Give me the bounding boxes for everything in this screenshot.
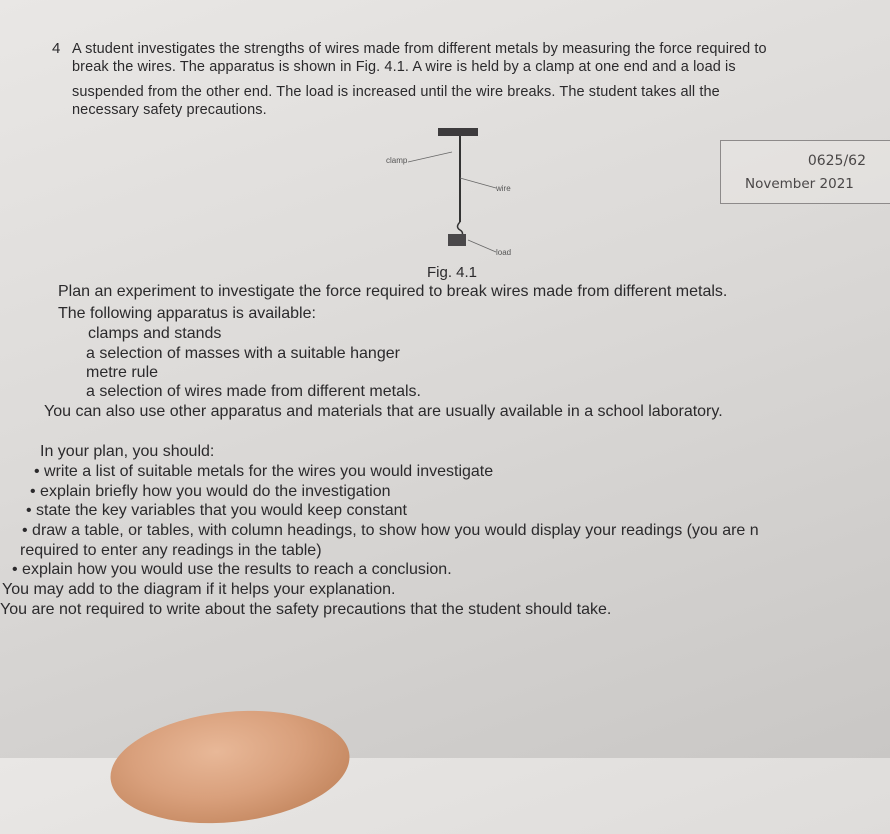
load-pointer [468, 240, 496, 252]
other-apparatus-note: You can also use other apparatus and materials that are usually available in a school laboratory. [44, 403, 723, 420]
apparatus-item: a selection of masses with a suitable hanger [86, 345, 400, 362]
plan-item-continuation: required to enter any readings in the table) [20, 542, 322, 559]
thumb-photo [105, 700, 355, 834]
plan-item: • draw a table, or tables, with column headings, to show how you would display your readings (you are n [22, 522, 759, 540]
wire-label: wire [496, 184, 511, 193]
paper-code: 0625/62 [807, 153, 866, 169]
wire-pointer [460, 178, 496, 188]
paper-code-stamp [720, 140, 890, 204]
plan-item: • explain how you would use the results to reach a conclusion. [12, 561, 452, 579]
task-statement: Plan an experiment to investigate the force required to break wires made from different metals. [58, 283, 728, 300]
figure-caption: Fig. 4.1 [427, 264, 478, 281]
clamp-block [438, 128, 478, 136]
load-label: load [496, 248, 512, 257]
plan-item: • state the key variables that you would keep constant [26, 502, 407, 520]
apparatus-heading: The following apparatus is available: [58, 305, 316, 322]
load-mass [448, 234, 466, 246]
intro-line: suspended from the other end. The load is increased until the wire breaks. The student takes all the [72, 84, 720, 100]
paper-date: November 2021 [745, 176, 854, 192]
intro-line: break the wires. The apparatus is shown in Fig. 4.1. A wire is held by a clamp at one end and a load is [72, 59, 736, 75]
apparatus-diagram [378, 122, 528, 262]
apparatus-item: a selection of wires made from different metals. [86, 383, 421, 400]
apparatus-item: clamps and stands [88, 325, 222, 342]
question-number: 4 [52, 40, 61, 57]
clamp-pointer [408, 152, 452, 162]
closing-line: You are not required to write about the safety precautions that the student should take. [0, 601, 612, 618]
plan-item: • explain briefly how you would do the investigation [30, 483, 390, 501]
closing-line: You may add to the diagram if it helps your explanation. [2, 581, 396, 598]
plan-heading: In your plan, you should: [40, 443, 215, 460]
plan-item: • write a list of suitable metals for the wires you would investigate [34, 463, 493, 481]
intro-line: A student investigates the strengths of wires made from different metals by measuring the force required to [72, 41, 767, 57]
apparatus-item: metre rule [86, 364, 159, 381]
intro-line: necessary safety precautions. [72, 102, 267, 118]
clamp-label: clamp [386, 156, 408, 165]
